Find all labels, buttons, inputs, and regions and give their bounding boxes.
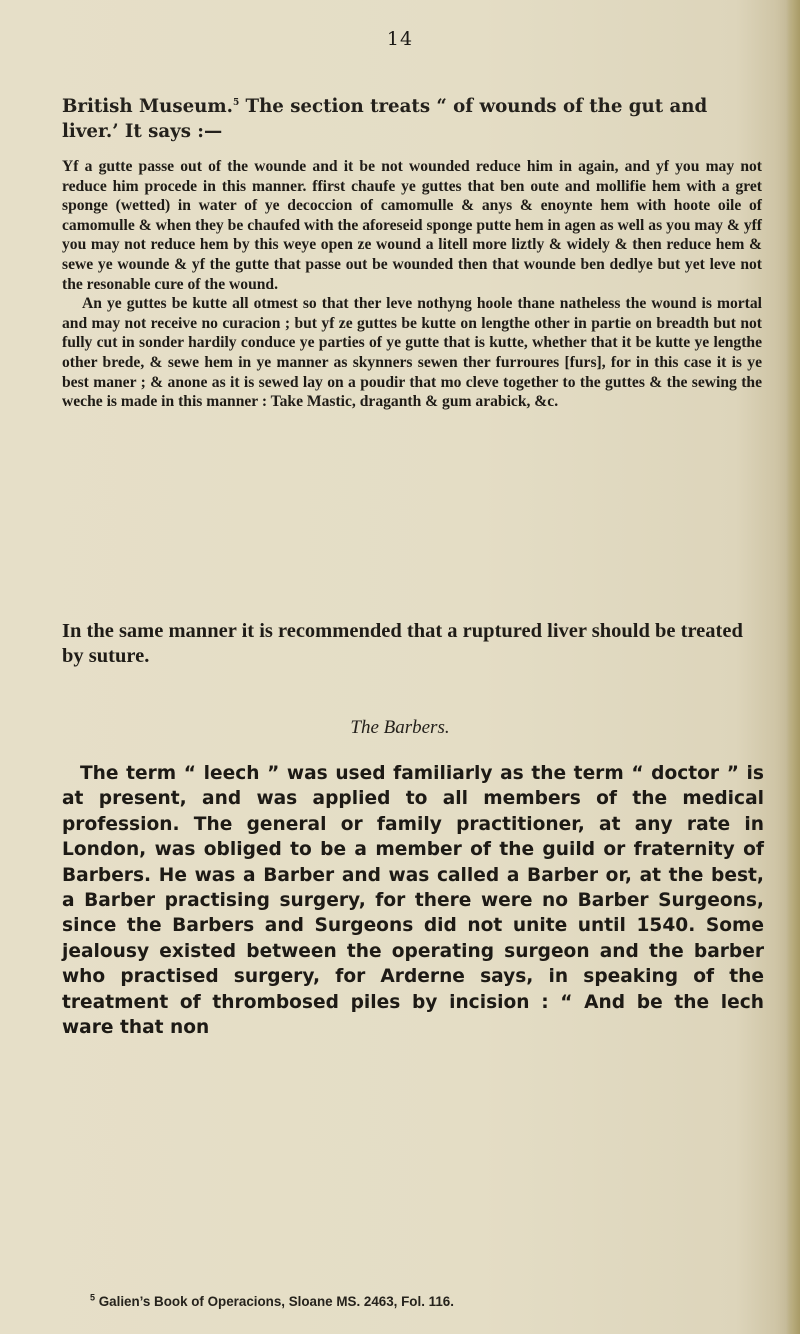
footnote-marker: 5 [90, 1292, 96, 1303]
page-number: 14 [386, 28, 414, 50]
footnote-reference: 5 [232, 97, 240, 108]
quote-paragraph: An ye guttes be kutte all otmest so that ther leve nothyng hoole thane natheless the wound is mortal and may not receive no curacion ; but yf ze guttes be kutte on lengthe other in partie on breadth but not fully cut in sonder hardily conduce ye parties of ye gutte that is kutte, whether that it be kutte ye lengthe other brede, & sewe hem in ye manner as skynners sewen ther furroures [furs], for in this case it is ye best maner ; & anone as it is sewed lay on a poudir that mo cleve together to the guttes & the sewing the weche is made in this manner : Take Mastic, draganth & gum arabick, &c. [62, 295, 762, 411]
lead-text-continued: The section treats “ of wounds of the gut and liver.’ It says :— [62, 96, 708, 142]
body-text [62, 761, 764, 1040]
quote-paragraph: Yf a gutte passe out of the wounde and it be not wounded reduce him in again, and yf you may not reduce him procede in this manner. ffirst chaufe ye guttes that ben oute and mollifie hem with a gret sponge (wetted) in water of ye decoccion of camomulle & anys & enoynte hem with hoote oile of camomulle & when they be chaufed with the aforeseid sponge putte hem in agen as well as you may & yff you may not reduce hem by this weye open ze wound a litell more liztly & widely & then reduce hem & sewe ye wounde & yf the gutte that passe out be wounded then that wounde ben dedlye but yet leve not the resonable cure of the wound. [62, 158, 762, 293]
page-edge [786, 0, 800, 1334]
lead-text: British Museum. [62, 96, 233, 117]
lead-paragraph [62, 94, 762, 144]
block-quote [62, 157, 762, 412]
body-paragraph: The term “ leech ” was used familiarly as the term “ doctor ” is at present, and was applied to all members of the medical profession. The general or family practitioner, at any rate in London, was obliged to be a member of the guild or fraternity of Barbers. He was a Barber and was called a Barber or, at the best, a Barber practising surgery, for there were no Barber Surgeons, since the Barbers and Surgeons did not unite until 1540. Some jealousy existed between the operating surgeon and the barber who practised surgery, for Arderne says, in speaking of the treatment of thrombosed piles by incision : “ And be the lech ware that non [62, 763, 764, 1039]
footnote-text: Galien’s Book of Operacions, Sloane MS. 2463, Fol. 116. [95, 1294, 454, 1309]
footnote [90, 1294, 454, 1309]
section-heading: The Barbers. [350, 717, 450, 738]
summary-paragraph: In the same manner it is recommended that a ruptured liver should be treated by suture. [62, 620, 743, 667]
